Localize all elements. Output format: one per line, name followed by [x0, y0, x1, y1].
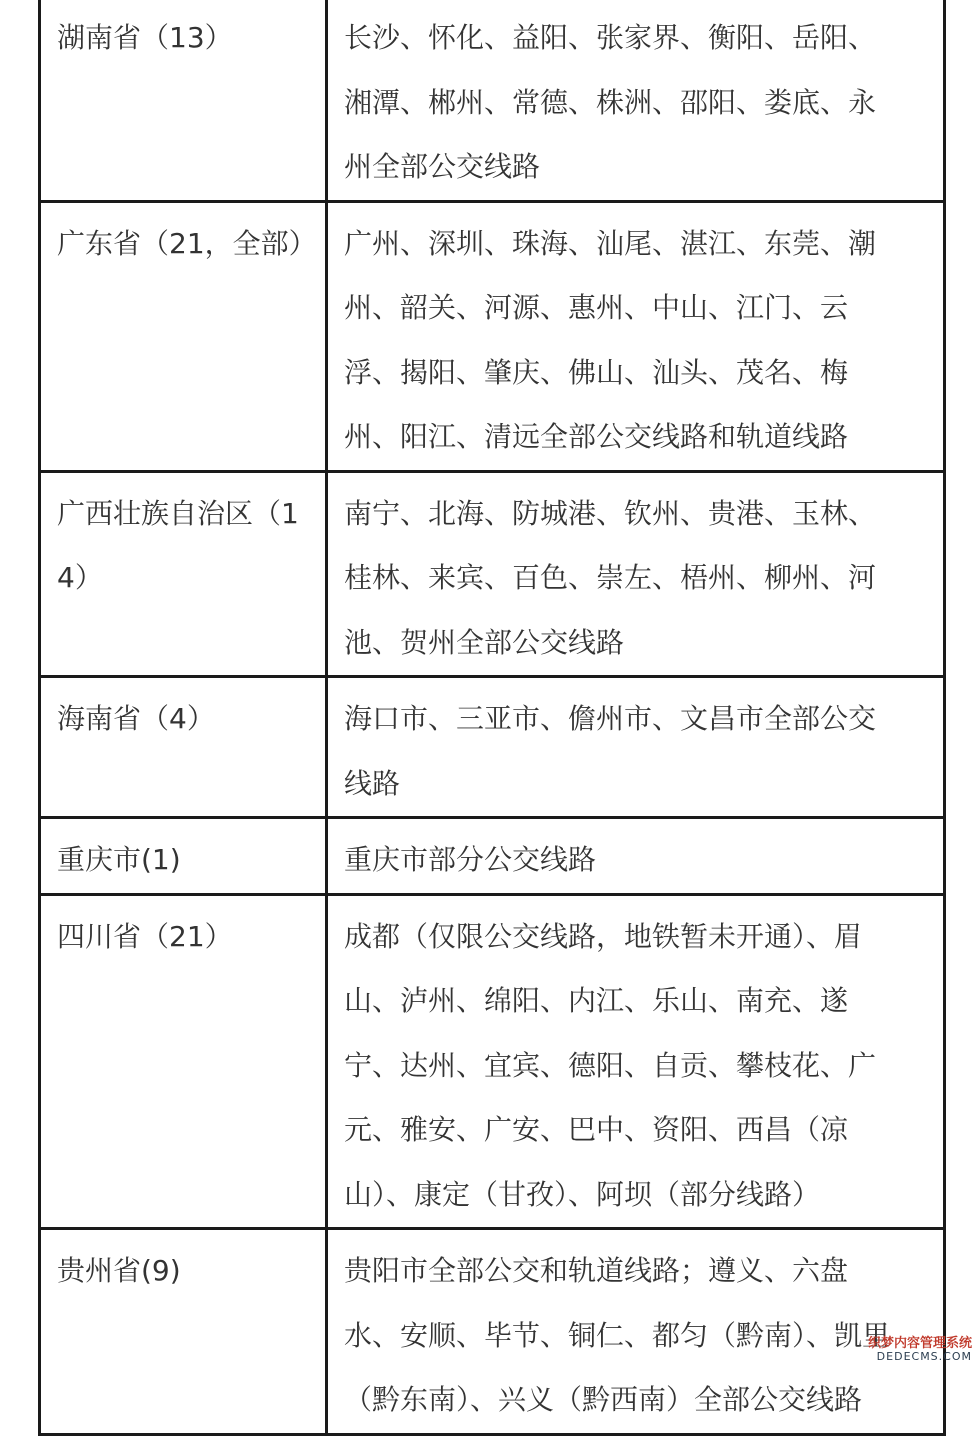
province-cell: 湖南省（13） [40, 0, 327, 201]
table-row [40, 677, 945, 818]
table-row [40, 894, 945, 1229]
table-row [40, 1229, 945, 1435]
table-row [40, 471, 945, 677]
province-cell: 四川省（21） [40, 894, 327, 1229]
cities-cell: 长沙、怀化、益阳、张家界、衡阳、岳阳、湘潭、郴州、常德、株洲、邵阳、娄底、永州全部公交线路 [327, 0, 945, 201]
province-cell: 贵州省(9) [40, 1229, 327, 1435]
cities-cell: 海口市、三亚市、儋州市、文昌市全部公交线路 [327, 677, 945, 818]
cities-cell: 南宁、北海、防城港、钦州、贵港、玉林、桂林、来宾、百色、崇左、梧州、柳州、河池、贺州全部公交线路 [327, 471, 945, 677]
watermark-domain: DEDECMS.COM [876, 1349, 972, 1363]
table-row [40, 201, 945, 471]
province-cell: 广西壮族自治区（14） [40, 471, 327, 677]
cities-cell: 广州、深圳、珠海、汕尾、湛江、东莞、潮州、韶关、河源、惠州、中山、江门、云浮、揭阳、肇庆、佛山、汕头、茂名、梅州、阳江、清远全部公交线路和轨道线路 [327, 201, 945, 471]
table-row [40, 818, 945, 895]
province-cell: 海南省（4） [40, 677, 327, 818]
bus-lines-table [38, 0, 946, 1436]
watermark-title: 织梦内容管理系统 [867, 1335, 972, 1351]
bus-lines-table-container [38, 0, 946, 1436]
cities-cell: 贵阳市全部公交和轨道线路；遵义、六盘水、安顺、毕节、铜仁、都匀（黔南）、凯里（黔东南）、兴义（黔西南）全部公交线路 [327, 1229, 945, 1435]
cities-cell: 成都（仅限公交线路，地铁暂未开通）、眉山、泸州、绵阳、内江、乐山、南充、遂宁、达州、宜宾、德阳、自贡、攀枝花、广元、雅安、广安、巴中、资阳、西昌（凉山）、康定（甘孜）、阿坝（部分线路） [327, 894, 945, 1229]
site-watermark [868, 1337, 972, 1363]
table-row [40, 0, 945, 201]
cities-cell: 重庆市部分公交线路 [327, 818, 945, 895]
province-cell: 广东省（21，全部） [40, 201, 327, 471]
province-cell: 重庆市(1) [40, 818, 327, 895]
